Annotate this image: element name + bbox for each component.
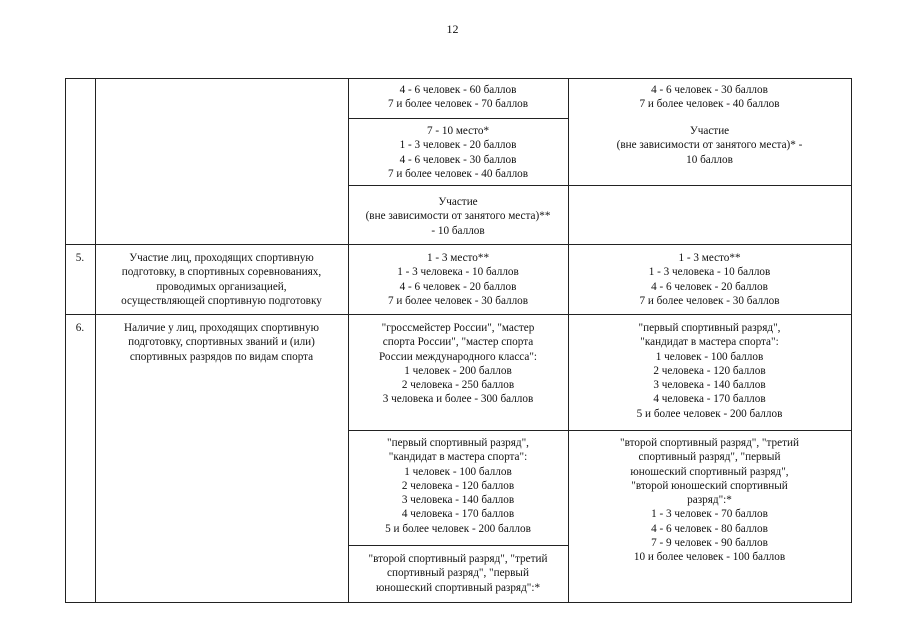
row6-col4-a: "первый спортивный разряд", "кандидат в мастера спорта": 1 человек - 100 баллов 2 человека - 120 баллов 3 человека - 140 баллов 4 человека - 170 баллов 5 и более человек - 200 баллов: [636, 322, 783, 420]
row5-col4: 1 - 3 место** 1 - 3 человека - 10 баллов 4 - 6 человек - 20 баллов 7 и более человек - 30 баллов: [639, 252, 780, 307]
row5-col3: 1 - 3 место** 1 - 3 человека - 10 баллов 4 - 6 человек - 20 баллов 7 и более человек - 30 баллов: [387, 252, 529, 307]
row6-col3-b: "первый спортивный разряд", "кандидат в мастера спорта": 1 человек - 100 баллов 2 человека - 120 баллов 3 человека - 140 баллов 4 человека - 170 баллов 5 и более человек - 200 баллов: [385, 437, 531, 535]
cont-col3-b: 7 - 10 место* 1 - 3 человек - 20 баллов 4 - 6 человек - 30 баллов 7 и более человек - 40 баллов: [387, 125, 529, 180]
row5-number: 5.: [75, 252, 85, 264]
row5-description: Участие лиц, проходящих спортивную подготовку, в спортивных соревнованиях, проводимых организацией, осуществляющей спортивную подготовку: [121, 252, 322, 307]
row6-number: 6.: [75, 322, 85, 334]
page-number: 12: [446, 22, 459, 36]
cont-col3-c: Участие (вне зависимости от занятого места)** - 10 баллов: [365, 196, 551, 237]
row6-description: Наличие у лиц, проходящих спортивную подготовку, спортивных званий и (или) спортивных разрядов по видам спорта: [124, 322, 319, 363]
row6-col3-a: "гроссмейстер России", "мастер спорта России", "мастер спорта России международного класса": 1 человек - 200 баллов 2 человека - 250 баллов 3 человека и более - 300 баллов: [378, 322, 538, 406]
row6-col3-c: "второй спортивный разряд", "третий спортивный разряд", "первый юношеский спортивный разряд":*: [368, 553, 548, 594]
row6-col4-b: "второй спортивный разряд", "третий спортивный разряд", "первый юношеский спортивный разряд", "второй юношеский спортивный разряд":* 1 - 3 человек - 70 баллов 4 - 6 человек - 80 баллов 7 - 9 человек - 90 баллов 10 и более человек - 100 баллов: [620, 437, 799, 564]
cont-col4-b: Участие (вне зависимости от занятого места)* - 10 баллов: [616, 125, 803, 166]
cont-col3-a: 4 - 6 человек - 60 баллов 7 и более человек - 70 баллов: [387, 84, 529, 111]
cont-col4-a: 4 - 6 человек - 30 баллов 7 и более человек - 40 баллов: [639, 84, 780, 111]
